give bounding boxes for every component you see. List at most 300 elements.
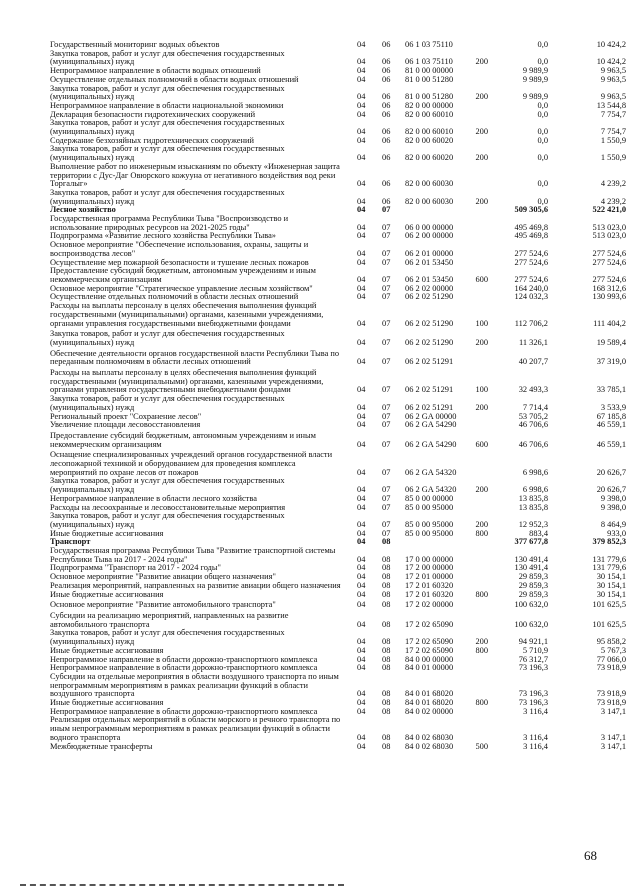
section-code: 04 — [357, 589, 366, 599]
subsection-code: 06 — [382, 74, 391, 84]
amount-year-1: 0,0 — [537, 196, 548, 206]
section-code: 04 — [357, 732, 366, 742]
amount-year-1: 377 677,8 — [514, 537, 548, 547]
target-article-code: 82 0 00 60020 — [405, 135, 454, 145]
section-code: 04 — [357, 153, 366, 163]
expense-name: Непрограммное направление в области дорожно-транспортного комплекса — [50, 663, 318, 673]
subsection-code: 07 — [382, 402, 391, 412]
amount-year-2: 3 147,1 — [600, 706, 626, 716]
amount-year-1: 13 835,8 — [518, 493, 548, 503]
amount-year-2: 73 918,9 — [596, 698, 626, 708]
amount-year-1: 29 859,3 — [518, 580, 548, 590]
amount-year-2: 8 464,9 — [600, 519, 626, 529]
section-code: 04 — [357, 231, 366, 241]
subsection-code: 06 — [382, 127, 391, 137]
amount-year-1: 29 859,3 — [518, 572, 548, 582]
subsection-code: 08 — [382, 698, 391, 708]
subsection-code: 08 — [382, 537, 391, 547]
amount-year-1: 277 524,6 — [514, 257, 548, 267]
expense-name: Расходы на лесоохранные и лесовосстановительные мероприятия — [50, 502, 286, 512]
expense-name: Государственная программа Республики Тыва "Воспроизводство и использование природных ресурсов на 2021-2025 годы" — [50, 214, 289, 232]
subsection-code: 07 — [382, 420, 391, 430]
amount-year-1: 0,0 — [537, 179, 548, 189]
expense-name: Осуществление отдельных полномочий в области лесных отношений — [50, 292, 299, 302]
subsection-code: 06 — [382, 66, 391, 76]
amount-year-2: 130 993,6 — [592, 292, 626, 302]
section-code: 04 — [357, 600, 366, 610]
expense-name: Закупка товаров, работ и услуг для обеспечения государственных (муниципальных) нужд — [50, 511, 285, 529]
target-article-code: 17 2 02 65090 — [405, 637, 454, 647]
expense-name: Увеличение площади лесовосстановления — [50, 420, 201, 430]
amount-year-2: 30 154,1 — [596, 589, 626, 599]
amount-year-1: 495 469,8 — [514, 222, 548, 232]
subsection-code: 08 — [382, 732, 391, 742]
subsection-code: 07 — [382, 274, 391, 284]
expense-name: Расходы на выплаты персоналу в целях обеспечения выполнения функций государственными (муниципальными) органами, казенными учреждениями, органами управления государственными внебюджетными фондами — [50, 301, 324, 328]
expense-type-code: 100 — [475, 385, 488, 395]
amount-year-1: 0,0 — [537, 109, 548, 119]
target-article-code: 17 2 01 60320 — [405, 580, 454, 590]
section-code: 04 — [357, 689, 366, 699]
target-article-code: 85 0 00 95000 — [405, 519, 454, 529]
amount-year-2: 10 424,2 — [596, 57, 626, 67]
target-article-code: 85 0 00 95000 — [405, 502, 454, 512]
amount-year-1: 9 989,9 — [522, 92, 548, 102]
amount-year-2: 513 023,0 — [592, 222, 626, 232]
expense-type-code: 800 — [475, 698, 488, 708]
table-row — [0, 163, 640, 189]
amount-year-1: 9 989,9 — [522, 74, 548, 84]
amount-year-2: 131 779,6 — [592, 563, 626, 573]
expense-name: Подпрограмма «Развитие лесного хозяйства Республики Тыва» — [50, 231, 276, 241]
expense-name: Предоставление субсидий бюджетным, автономным учреждениям и иным некоммерческим организациям — [50, 430, 316, 449]
subsection-code: 06 — [382, 100, 391, 110]
amount-year-1: 13 835,8 — [518, 502, 548, 512]
expense-type-code: 200 — [475, 337, 488, 347]
expense-type-code: 100 — [475, 318, 488, 328]
section-code: 04 — [357, 706, 366, 716]
target-article-code: 06 2 02 51290 — [405, 337, 454, 347]
section-code: 04 — [357, 554, 366, 564]
expense-name: Закупка товаров, работ и услуг для обеспечения государственных (муниципальных) нужд — [50, 48, 285, 67]
target-article-code: 06 1 03 75110 — [405, 57, 453, 67]
section-code: 04 — [357, 66, 366, 76]
expense-name: Иные бюджетные ассигнования — [50, 589, 164, 599]
subsection-code: 07 — [382, 493, 391, 503]
section-code: 04 — [357, 385, 366, 395]
amount-year-1: 6 998,6 — [522, 485, 548, 495]
table-row — [0, 451, 640, 477]
section-code: 04 — [357, 485, 366, 495]
target-article-code: 17 0 00 00000 — [405, 554, 454, 564]
target-article-code: 06 2 02 51290 — [405, 292, 454, 302]
expense-name: Основное мероприятие "Развитие авиации общего назначения" — [50, 572, 276, 582]
section-code: 04 — [357, 222, 366, 232]
amount-year-2: 73 918,9 — [596, 689, 626, 699]
amount-year-2: 7 754,7 — [600, 127, 626, 137]
amount-year-2: 277 524,6 — [592, 274, 626, 284]
target-article-code: 82 0 00 60010 — [405, 127, 454, 137]
expense-name: Основное мероприятие "Обеспечение использования, охраны, защиты и воспроизводства лесов" — [50, 240, 309, 258]
section-code: 04 — [357, 439, 366, 449]
subsection-code: 07 — [382, 528, 391, 538]
expense-name: Непрограммное направление в области водных отношений — [50, 66, 261, 76]
amount-year-2: 9 963,5 — [600, 66, 626, 76]
expense-name: Содержание безхозяйных гидротехнических сооружений — [50, 135, 254, 145]
section-code: 04 — [357, 257, 366, 267]
subsection-code: 06 — [382, 57, 391, 67]
subsection-code: 07 — [382, 205, 391, 215]
subsection-code: 08 — [382, 706, 391, 716]
section-code: 04 — [357, 741, 366, 751]
amount-year-2: 3 147,1 — [600, 732, 626, 742]
amount-year-1: 277 524,6 — [514, 248, 548, 258]
expense-type-code: 800 — [475, 528, 488, 538]
subsection-code: 08 — [382, 741, 391, 751]
target-article-code: 81 0 00 00000 — [405, 66, 454, 76]
target-article-code: 84 0 00 00000 — [405, 654, 454, 664]
amount-year-1: 29 859,3 — [518, 589, 548, 599]
amount-year-1: 3 116,4 — [523, 732, 548, 742]
target-article-code: 85 0 00 00000 — [405, 493, 454, 503]
expense-name: Реализация мероприятий, направленных на развитие авиации общего назначения — [50, 580, 341, 590]
target-article-code: 06 2 GA 54290 — [405, 420, 457, 430]
target-article-code: 84 0 02 68030 — [405, 732, 454, 742]
subsection-code: 07 — [382, 502, 391, 512]
expense-name: Субсидии на реализацию мероприятий, направленных на развитие автомобильного транспорта — [50, 611, 289, 629]
amount-year-2: 522 421,0 — [592, 205, 626, 215]
amount-year-1: 0,0 — [537, 127, 548, 137]
table-row — [0, 215, 640, 232]
amount-year-1: 46 706,6 — [518, 420, 548, 430]
expense-name: Подпрограмма "Транспорт на 2017 - 2024 годы" — [50, 563, 221, 573]
section-code: 04 — [357, 357, 366, 367]
target-article-code: 84 0 01 68020 — [405, 698, 454, 708]
table-row — [0, 302, 640, 328]
expense-name: Непрограммное направление в области дорожно-транспортного комплекса — [50, 654, 318, 664]
subsection-code: 07 — [382, 292, 391, 302]
amount-year-1: 130 491,4 — [514, 563, 548, 573]
target-article-code: 17 2 02 65090 — [405, 619, 454, 629]
section-code: 04 — [357, 663, 366, 673]
subsection-code: 06 — [382, 196, 391, 206]
target-article-code: 17 2 01 00000 — [405, 572, 454, 582]
amount-year-2: 101 625,5 — [592, 619, 626, 629]
expense-name: Закупка товаров, работ и услуг для обеспечения государственных (муниципальных) нужд — [50, 144, 285, 163]
amount-year-2: 379 852,3 — [592, 537, 626, 547]
table-row — [0, 267, 640, 284]
subsection-code: 08 — [382, 654, 391, 664]
amount-year-2: 19 589,4 — [596, 337, 626, 347]
amount-year-2: 4 239,2 — [600, 179, 626, 189]
target-article-code: 84 0 02 68030 — [405, 741, 454, 751]
amount-year-1: 130 491,4 — [514, 554, 548, 564]
section-code: 04 — [357, 467, 366, 477]
expense-type-code: 200 — [475, 57, 488, 67]
section-code: 04 — [357, 402, 366, 412]
subsection-code: 08 — [382, 589, 391, 599]
subsection-code: 08 — [382, 563, 391, 573]
table-row — [0, 50, 640, 67]
section-code: 04 — [357, 563, 366, 573]
section-code: 04 — [357, 196, 366, 206]
table-row — [0, 330, 640, 347]
expense-name: Осуществление отдельных полномочий в области водных отношений — [50, 74, 299, 84]
amount-year-2: 73 918,9 — [596, 663, 626, 673]
target-article-code: 82 0 00 60010 — [405, 109, 454, 119]
target-article-code: 17 2 02 65090 — [405, 645, 454, 655]
subsection-code: 06 — [382, 40, 391, 49]
table-row — [0, 673, 640, 699]
amount-year-2: 7 754,7 — [600, 109, 626, 119]
section-code: 04 — [357, 519, 366, 529]
section-code: 04 — [357, 109, 366, 119]
subsection-code: 07 — [382, 357, 391, 367]
table-row — [0, 477, 640, 494]
subsection-code: 07 — [382, 318, 391, 328]
subsection-code: 08 — [382, 572, 391, 582]
expense-name: Субсидии на отдельные мероприятия в области воздушного транспорта по иным непрограммным мероприятиям в рамках реализации функций в области воздушного транспорта — [50, 671, 339, 699]
subsection-code: 08 — [382, 689, 391, 699]
amount-year-2: 933,0 — [607, 528, 626, 538]
target-article-code: 06 0 00 00000 — [405, 222, 454, 232]
amount-year-2: 1 550,9 — [600, 135, 626, 145]
expense-type-code: 200 — [475, 196, 488, 206]
expense-name: Межбюджетные трансферты — [50, 741, 153, 751]
section-code: 04 — [357, 74, 366, 84]
subsection-code: 07 — [382, 257, 391, 267]
amount-year-1: 277 524,6 — [514, 274, 548, 284]
target-article-code: 06 2 02 51291 — [405, 357, 454, 367]
expense-type-code: 200 — [475, 637, 488, 647]
table-row — [0, 716, 640, 742]
amount-year-2: 95 858,2 — [596, 637, 626, 647]
expense-name: Государственная программа Республики Тыва "Развитие транспортной системы Республики Тыва на 2017 - 2024 годы" — [50, 546, 336, 564]
subsection-code: 07 — [382, 519, 391, 529]
subsection-code: 06 — [382, 109, 391, 119]
target-article-code: 84 0 01 00000 — [405, 663, 454, 673]
expense-name: Иные бюджетные ассигнования — [50, 645, 164, 655]
subsection-code: 06 — [382, 179, 391, 189]
amount-year-1: 32 493,3 — [518, 385, 548, 395]
amount-year-2: 5 767,3 — [600, 645, 626, 655]
expense-type-code: 500 — [475, 741, 488, 751]
section-code: 04 — [357, 40, 366, 49]
expense-name: Предоставление субсидий бюджетным, автономным учреждениям и иным некоммерческим организациям — [50, 266, 316, 284]
section-code: 04 — [357, 411, 366, 421]
amount-year-1: 7 714,4 — [522, 402, 548, 412]
section-code: 04 — [357, 100, 366, 110]
section-code: 04 — [357, 654, 366, 664]
target-article-code: 17 2 01 60320 — [405, 589, 454, 599]
amount-year-1: 46 706,6 — [518, 439, 548, 449]
target-article-code: 82 0 00 00000 — [405, 100, 454, 110]
amount-year-1: 40 207,7 — [518, 357, 548, 367]
subsection-code: 07 — [382, 248, 391, 258]
table-row — [0, 241, 640, 258]
expense-type-code: 200 — [475, 485, 488, 495]
amount-year-1: 100 632,0 — [514, 600, 548, 610]
amount-year-2: 277 524,6 — [592, 248, 626, 258]
target-article-code: 85 0 00 95000 — [405, 528, 454, 538]
subsection-code: 07 — [382, 485, 391, 495]
target-article-code: 06 2 02 51291 — [405, 385, 454, 395]
expense-type-code: 200 — [475, 153, 488, 163]
amount-year-2: 77 066,0 — [596, 654, 626, 664]
target-article-code: 06 1 03 75110 — [405, 40, 453, 49]
section-code: 04 — [357, 127, 366, 137]
amount-year-1: 5 710,9 — [522, 645, 548, 655]
expense-name: Выполнение работ по инженерным изысканиям по объекту «Инженерная защита территории с Дус-Даг Овюрского кожууна от негативного воздействия вод реки Торгалыг» — [50, 161, 340, 189]
subsection-code: 07 — [382, 467, 391, 477]
section-code: 04 — [357, 580, 366, 590]
table-row — [0, 189, 640, 206]
amount-year-1: 164 240,0 — [514, 283, 548, 293]
section-code: 04 — [357, 645, 366, 655]
table-row — [0, 145, 640, 162]
amount-year-2: 30 154,1 — [596, 580, 626, 590]
target-article-code: 06 2 GA 54320 — [405, 467, 457, 477]
expense-type-code: 800 — [475, 645, 488, 655]
subsection-code: 06 — [382, 135, 391, 145]
section-code: 04 — [357, 502, 366, 512]
table-row — [0, 743, 640, 752]
expense-name: Оснащение специализированных учреждений органов государственной власти лесопожарной техникой и оборудованием для проведения комплекса мероприятий по охране лесов от пожаров — [50, 450, 333, 477]
target-article-code: 17 2 00 00000 — [405, 563, 454, 573]
amount-year-1: 0,0 — [537, 135, 548, 145]
subsection-code: 08 — [382, 663, 391, 673]
expense-name: Государственный мониторинг водных объектов — [50, 40, 220, 49]
table-row — [0, 629, 640, 646]
expense-name: Основное мероприятие "Стратегическое управление лесным хозяйством" — [50, 283, 313, 293]
amount-year-1: 0,0 — [537, 153, 548, 163]
amount-year-2: 111 404,2 — [593, 318, 626, 328]
table-row — [0, 432, 640, 449]
amount-year-2: 1 550,9 — [600, 153, 626, 163]
section-code: 04 — [357, 248, 366, 258]
expense-name: Основное мероприятие "Развитие автомобильного транспорта" — [50, 600, 276, 610]
amount-year-1: 495 469,8 — [514, 231, 548, 241]
expense-type-code: 200 — [475, 519, 488, 529]
expense-name: Закупка товаров, работ и услуг для обеспечения государственных (муниципальных) нужд — [50, 394, 285, 412]
amount-year-1: 73 196,3 — [518, 663, 548, 673]
section-code: 04 — [357, 337, 366, 347]
expense-type-code: 200 — [475, 92, 488, 102]
expense-name: Закупка товаров, работ и услуг для обеспечения государственных (муниципальных) нужд — [50, 628, 285, 647]
table-row — [0, 612, 640, 629]
expense-name: Осуществление мер пожарной безопасности и тушение лесных пожаров — [50, 257, 309, 267]
target-article-code: 84 0 01 68020 — [405, 689, 454, 699]
expense-name: Иные бюджетные ассигнования — [50, 528, 164, 538]
expense-type-code: 600 — [475, 439, 488, 449]
target-article-code: 06 2 GA 54320 — [405, 485, 457, 495]
section-code: 04 — [357, 619, 366, 629]
subsection-code: 08 — [382, 600, 391, 610]
expense-name: Декларация безопасности гидротехнических сооружений — [50, 109, 256, 119]
table-row — [0, 512, 640, 529]
amount-year-1: 883,4 — [529, 528, 548, 538]
subsection-code: 06 — [382, 153, 391, 163]
amount-year-2: 277 524,6 — [592, 257, 626, 267]
table-row — [0, 547, 640, 564]
subsection-code: 08 — [382, 637, 391, 647]
section-code: 04 — [357, 420, 366, 430]
amount-year-2: 20 626,7 — [596, 467, 626, 477]
table-row — [0, 421, 640, 430]
amount-year-1: 12 952,3 — [518, 519, 548, 529]
target-article-code: 82 0 00 60030 — [405, 179, 454, 189]
expense-name: Транспорт — [50, 537, 91, 547]
amount-year-1: 0,0 — [537, 100, 548, 110]
expense-type-code: 200 — [475, 127, 488, 137]
subsection-code: 08 — [382, 580, 391, 590]
table-row — [0, 369, 640, 395]
amount-year-1: 112 706,2 — [514, 318, 548, 328]
section-code: 04 — [357, 92, 366, 102]
expense-name: Закупка товаров, работ и услуг для обеспечения государственных (муниципальных) нужд — [50, 118, 285, 137]
amount-year-2: 3 147,1 — [600, 741, 626, 751]
section-code: 04 — [357, 179, 366, 189]
amount-year-2: 9 963,5 — [600, 74, 626, 84]
target-article-code: 17 2 02 00000 — [405, 600, 454, 610]
section-code: 04 — [357, 698, 366, 708]
amount-year-2: 4 239,2 — [600, 196, 626, 206]
amount-year-1: 73 196,3 — [518, 698, 548, 708]
subsection-code: 06 — [382, 92, 391, 102]
target-article-code: 82 0 00 60030 — [405, 196, 454, 206]
amount-year-2: 30 154,1 — [596, 572, 626, 582]
table-row — [0, 350, 640, 367]
target-article-code: 82 0 00 60020 — [405, 153, 454, 163]
expense-name: Непрограммное направление в области национальной экономики — [50, 100, 284, 110]
subsection-code: 07 — [382, 439, 391, 449]
amount-year-1: 11 326,1 — [518, 337, 548, 347]
target-article-code: 84 0 02 00000 — [405, 706, 454, 716]
subsection-code: 07 — [382, 337, 391, 347]
target-article-code: 06 2 00 00000 — [405, 231, 454, 241]
scan-edge-line — [20, 884, 344, 886]
page-number: 68 — [584, 848, 597, 863]
section-code: 04 — [357, 57, 366, 67]
subsection-code: 08 — [382, 619, 391, 629]
amount-year-1: 94 921,1 — [518, 637, 548, 647]
target-article-code: 06 2 02 00000 — [405, 283, 454, 293]
section-code: 04 — [357, 318, 366, 328]
amount-year-2: 13 544,8 — [596, 100, 626, 110]
expense-name: Закупка товаров, работ и услуг для обеспечения государственных (муниципальных) нужд — [50, 187, 285, 206]
section-code: 04 — [357, 572, 366, 582]
amount-year-2: 168 312,6 — [592, 283, 626, 293]
section-code: 04 — [357, 537, 366, 547]
amount-year-1: 53 705,2 — [518, 411, 548, 421]
amount-year-2: 37 319,0 — [596, 357, 626, 367]
expense-name: Расходы на выплаты персоналу в целях обеспечения выполнения функций государственными (муниципальными) органами, казенными учреждениями, органами управления государственными внебюджетными фондами — [50, 368, 324, 395]
subsection-code: 07 — [382, 411, 391, 421]
amount-year-2: 20 626,7 — [596, 485, 626, 495]
section-code: 04 — [357, 135, 366, 145]
expense-name: Лесное хозяйство — [50, 205, 116, 215]
subsection-code: 07 — [382, 231, 391, 241]
subsection-code: 08 — [382, 645, 391, 655]
amount-year-1: 76 312,7 — [518, 654, 548, 664]
section-code: 04 — [357, 528, 366, 538]
amount-year-2: 513 023,0 — [592, 231, 626, 241]
amount-year-2: 9 963,5 — [600, 92, 626, 102]
expense-type-code: 600 — [475, 274, 488, 284]
amount-year-1: 509 305,6 — [514, 205, 548, 215]
amount-year-2: 67 185,8 — [596, 411, 626, 421]
amount-year-2: 46 559,1 — [596, 420, 626, 430]
